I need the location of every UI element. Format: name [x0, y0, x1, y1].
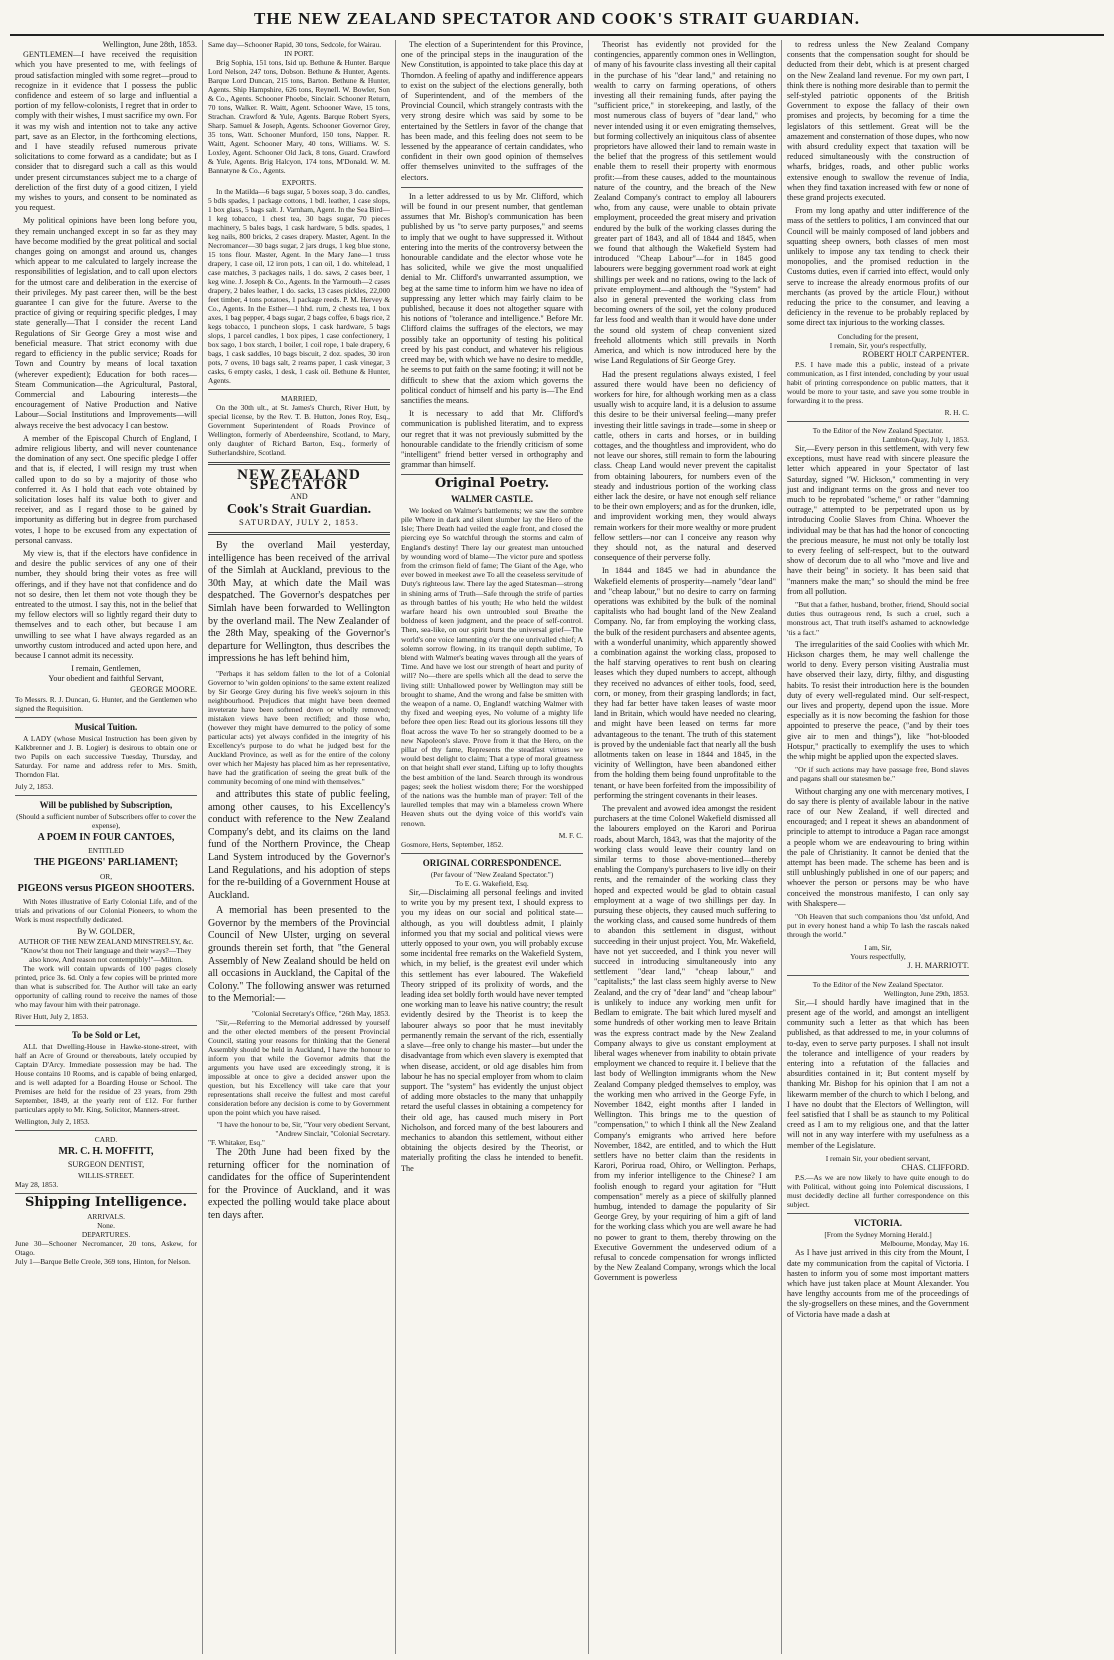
letter-paragraph: to redress unless the New Zealand Company consents that the compensation sought for should be deducted from their debt, which is at present charged on the New Zealand land revenue. For my own part, I think there is nothing more desirable than to permit the self-styled patriotic opponents of the British Government to expose the fallacy of their own promises and projects, by becoming for a time the legislators of this settlement. Great will be the amazement and consternation of those dupes, who now with absurd credulity expect that taxation will be reduced simultaneously with the construction of wharfs, bridges, roads, and other public works extensive enough to swallow the revenue of India, when they find taxation increased with few or none of these grand projects executed. [787, 40, 969, 203]
closing: I am, Sir, [864, 942, 892, 952]
closing: Yours respectfully, [850, 951, 906, 961]
poem-place: Gosmore, Herts, September, 1852. [401, 839, 504, 849]
letter-paragraph: A member of the Episcopal Church of England, I admire religious liberty, and will never countenance the domination of any sect. One specific pledge I offer and that is, if elected, I will resign my trust when called upon to do so by a majority of those who conferred it. As I hold that each vote obtained by solicitation loses half its value both to giver and receiver, and as I regard those to be gained by importunity as differing but in degree from purchased votes, I hope to be excused from any expectation of personal canvass. [15, 433, 197, 545]
shipping-heading: Shipping Intelligence. [24, 1194, 188, 1210]
divider [208, 462, 390, 465]
quoted-verse: "But that a father, husband, brother, friend, Should social duties thus outrageous rend, Is such a cruel, such a monstrous act, That truth itself's ashamed to acknowledge 'tis a fact." [787, 599, 969, 637]
letter-place: Lambton-Quay, July 1, 1853. [882, 434, 969, 444]
letter-paragraph: My political opinions have been long before you, they remain unchanged except in so far as they may have become modified by the great political and social changes going on amongst and around us, changes which appear to me calculated to largely increase the responsibilities of legislation, and to call upon electors for the utmost care and deliberation in the exercise of their privileges. My past career then, will be the best guarantee I can give for the future. Averse to the practice of giving or requiring specific pledges, I may state generally—That I consider the recent Land Regulations of Sir George Grey a most wise and beneficial measure. That strict economy with due regard to efficiency in the public service; Roads for Town and Country by means of local taxation (wherever expedient); Education for both races—Steam Communication—the Agricultural, Pastoral, Commercial and Labouring interests—the encouragement of Native Production and Native Labour—Social Institutions and Improvements—will always receive the best advocacy I can bestow. [15, 216, 197, 430]
memorial-addressee: "F. Whitaker, Esq." [208, 1138, 265, 1148]
divider [15, 795, 197, 796]
divider [15, 717, 197, 718]
ad-heading: Musical Tuition. [74, 721, 138, 732]
letter-place: Wellington, June 29th, 1853. [883, 988, 969, 998]
correspondence-heading: ORIGINAL CORRESPONDENCE. [422, 857, 562, 868]
editorial-paragraph: and attributes this state of public feeling, among other causes, to his Excellency's conduct with reference to the New Zealand Company's debt, and its claims on the land fund of the Northern Province, the Cheap Land System introduced by the Governor's Land Regulations, and his adoption of steps for the re-building of a Government House at Auckland. [208, 788, 390, 901]
signature: GEORGE MOORE. [130, 684, 197, 694]
divider [787, 1213, 969, 1214]
quoted-verse: "Oh Heaven that such companions thou 'dst unfold, And put in every honest hand a whip To lash the rascals naked through the world." [787, 912, 969, 940]
correspondence-addressee: To E. G. Wakefield, Esq. [455, 879, 529, 889]
letter-paragraph: GENTLEMEN—I have received the requisition which you have presented to me, with feelings of proud satisfaction mingled with some regret—proud to recognize in it evidence that I possess the public confidence and esteem of so large and influential a portion of my fellow-colonists, I regret that in order to comply with their wishes, I must sacrifice my own. For it was my wish and intention not to take any active part, save as an Elector, in the forthcoming elections, and I have steadily refused numerous private solicitations to come forward as a candidate; but as I consider that to disregard such a call as this would under present circumstances subject me to a charge of dereliction of the first duty of a good citizen, I yield my wishes to yours, and consent to be nominated as you request. [15, 50, 197, 213]
card-title: SURGEON DENTIST, [67, 1160, 145, 1170]
letter-paragraph: Had the present regulations always existed, I feel assured there would have been no deficiency of workers for hire, for although working men as a class usually wish to acquire land, it is a delusion to assume this desire to be their universal feeling—many prefer investing their little savings in trade—some in sheep or cattle, others in carts and horses, or in building cottages, and the thoughtless and improvident, who do not leave our shores, still remain to form the labouring class. Cheap Land would never prevent the capitalist from obtaining labourers, for numbers even of the steady and industrious portion of the working class either lack the desire, or have not enough self reliance to be their own employers; and as for the drunken, idle, and improvident working men, they would always remain workers for their more wealthy or more prudent fellow settlers—nor can I conceive any reason why they should not, as the natural and deserved consequence of their perverse folly. [594, 369, 776, 563]
arrivals-label: ARRIVALS. [87, 1211, 125, 1221]
closing: I remain, Gentlemen, [71, 664, 141, 674]
memorial-signoff: "I have the honour to be, Sir, "Your very obedient Servant, "Andrew Sinclair, "Colonial Secretary. [216, 1120, 390, 1139]
issue-date: SATURDAY, JULY 2, 1853. [238, 516, 360, 527]
or-label: OR, [99, 871, 113, 881]
closing: Concluding for the present, [837, 331, 919, 341]
departures-label: DEPARTURES. [81, 1229, 131, 1239]
ad-heading: To be Sold or Let, [71, 1030, 141, 1041]
card-address: WILLIS-STREET. [78, 1170, 134, 1180]
arrivals-none: None. [97, 1220, 115, 1230]
letter-paragraph: Sir,—Every person in this settlement, with very few exceptions, must have read with sincere pleasure the letter which appeared in your Spectator of last Saturday, signed "W. Hickson," commenting in very just and indignant terms on the gross and never too much to be reprobated "scheme," or rather "damning outrage," attempted to be perpetrated upon us by introducing Coolie Slaves from China. Whoever the individual may be that has had the honor of concocting the precious measure, he must not only be totally lost to every feeling of self-respect, but to the outward show of decorum due to all who "move and live and have their being" in society. It has been said that "manners make the man;" so should the mind be free from all pollution. [787, 443, 969, 596]
closing: I remain Sir, your obedient servant, [825, 1153, 931, 1163]
ad-note: (Should a sufficient number of Subscribers offer to cover the expense), [16, 812, 196, 831]
columns [10, 40, 1104, 1654]
divider [15, 1130, 197, 1131]
ad-body: A LADY (whose Musical Instruction has been given by Kalkbrenner and J. B. Logier) is desirous to obtain one or two Pupils on each successive Tuesday, Thursday, and Saturday. For name and address refer to Mrs. Smith, Thorndon Flat. [15, 734, 197, 779]
ad-date: River Hutt, July 2, 1853. [15, 1012, 89, 1022]
letter-paragraph: Without charging any one with mercenary motives, I do say there is plenty of available labour in the native race of our New Zealand, if well directed and encouraged; and I repeat it shews an abandonment of principle to attempt to introduce a Pagan race amongst a people whom we are endeavouring to bring within the pale of Christianity. It cannot be denied that the attempt has been made. The scheme has been and is still unblushingly published in one of our papers; and whoever the person or persons may be who have conceived the monstrous manifesto, I can only say with Shakspere— [787, 786, 969, 908]
author-name: By W. GOLDER, [77, 926, 135, 936]
divider [15, 1025, 197, 1026]
column-2 [203, 40, 396, 1654]
letter-paragraph: The irregularities of the said Coolies with which Mr. Hickson charges them, he may well challenge the world to deny. Every person visiting Australia must have observed their lazy, dirty, filthy, and disgusting habits. To resist their introduction here is the bounden duty of every well-regulated mind. Our self-respect, our lives and property, depend upon the issue. More especially as it is now becoming the fashion for those appointed to preserve the peace, ("and by their toes give air to men and things"), like "hot-blooded Hotspur," practically to exemplify the uses to which the whip might be applied upon the expected slaves. [787, 639, 969, 761]
editorial-paragraph: The election of a Superintendent for this Province, one of the principal steps in the inauguration of the New Constitution, is appointed to take place this day at Thorndon. A feeling of apathy and indifference appears to exist on the subject of the elections generally, both of Superintendent, and of the members of the Provincial Council, which strangely contrasts with the very strong desire which was said by some to be entertained by the Settlers in favor of the change that has been made, and this feeling does not seem to be lessened by the appearance of certain candidates, who confident in their own good opinion of themselves offer themselves uninvited to the suffrages of the electors. [401, 40, 583, 182]
married-label: MARRIED, [281, 394, 317, 403]
poem-signature: M. F. C. [558, 830, 583, 840]
initials: R. H. C. [944, 407, 969, 417]
letter-paragraph: Sir,—Disclaiming all personal feelings and invited to write you by my present text, I should express to you my ideas on our social and political state—although, as you will doubtless admit, I plainly informed you that my social and political views were utterly opposed to your own, you will probably excuse some incidental free remarks on the Wakefield System, which, in my belief, is the greatest evil under which this settlement has ever laboured. The Wakefield Theory stripped of its prolixity of words, and the leading idea set boldly forth would have never tempted one working man to leave his native country; the result evidently desired by the Theorist is to keep the labourer always so poor that he must inevitably permanently remain the servant of the rich, essentially a slave—free only to change his master—but under the disadvantage from which even slavery is exempted that when disease, accident, or old age disables him from labour he has no special employer from whom to claim support. The "system" has evidently the unjust object of adding more obstacles to the many that unhappily retard the useful classes in obtaining a competency for their old age, has caused much misery in Port Nicholson, and forced many of the best labourers and mechanics to abandon this settlement, without either obtaining the objects desired by the Theorist, or materially profiting the class he intended to benefit. The [401, 888, 583, 1173]
letter-heading: To the Editor of the New Zealand Spectator. [812, 979, 944, 989]
marriage-notice: On the 30th ult., at St. James's Church, River Hutt, by special license, by the Rev. T. B. Hutton, Jones Roy, Esq., Government Superintendent of Roads Province of Wellington, formerly of Aberdeenshire, Scotland, to Mary, only daughter of Richard Barton, Esq., formerly of Sutherlandshire, Scotland. [208, 403, 390, 457]
memorial-reply: "Sir,—Referring to the Memorial addressed by yourself and the other elected members of the present Provincial Council, stating your reasons for thinking that the General Assembly should be held in Auckland, I have the honour to inform you that while the Governor admits that the arguments you have used are exceedingly strong, it is impossible at once to give a decided answer upon the question, but his Excellency will take care that your representations shall receive the fullest and most careful consideration before any decision is come to by Government upon the point which you have raised. [208, 1018, 390, 1118]
news-paragraph: As I have just arrived in this city from the Mount, I date my communication from the capital of Victoria. I hasten to inform you of some most important matters which have just taken place at Mount Alexander. You have lengthy accounts from me of the proceedings of the sly-grogsellers on these mines, and the Government of Victoria have made a dash at [787, 1248, 969, 1319]
pigeons-title: THE PIGEONS' PARLIAMENT; [33, 857, 179, 869]
exports-list: In the Matilda—6 bags sugar, 5 boxes soap, 3 do. candles, 5 bdls spades, 1 package cottons, 1 bdl. leather, 1 case slops, 1 box glass, 5 bags salt. J. Varnham, Agent. In the Sea Bird—1 keg tobacco, 1 chest tea, 30 bags sugar, 70 pieces machinery, 5 bales bags, 1 cask hardware, 5 bdls. spades, 1 keg nails, 800 bricks, 2 cases drapery. Master, Agent. In the Necromancer—30 bags sugar, 2 jars drugs, 1 keg blue stone, 15 tons flour. Master, Agent. In the Mary Jane—1 truss drapery, 1 case oil, 12 iron pots, 1 can oil, 1 do. whitelead, 1 case matches, 3 packages nails, 1 do. saws, 2 cases beer, 1 keg wine. J. Joseph & Co., Agents. In the Yarmouth—2 cases drapery, 2 bales leather, 1 do. sacks, 13 cases pickles, 22,000 feet timber, 4 tons potatoes, 1 package reeds. P. M. Hervey & Co., Agents. In the Esther—1 hhd. rum, 2 chests tea, 1 box axes, 1 bag pepper, 4 bags sugar, 2 bags coffee, 6 bags rice, 2 kegs tobacco, 1 puncheon slops, 1 cask hardware, 5 bags slops, 1 parcel candles, 1 box pipes, 1 case confectionery, 1 box sago, 1 box starch, 1 boiler, 1 coil rope, 1 bale drapery, 6 bags, 1 cask saddles, 10 bags biscuit, 2 doz. spades, 30 iron pots, 7 ovens, 10 bags salt, 2 reams paper, 1 cask vinegar, 3 casks, 6 empty casks, 1 desk, 1 cask oil. Bethune & Hunter, Agents. [208, 187, 390, 385]
divider [401, 474, 583, 475]
divider [208, 389, 390, 390]
ad-date: Wellington, July 2, 1853. [15, 1117, 90, 1127]
office-line: "Colonial Secretary's Office, "26th May, 1853. [251, 1009, 390, 1019]
letter-heading: To the Editor of the New Zealand Spectator. [812, 425, 944, 435]
card-label: CARD. [94, 1135, 118, 1145]
closing: Your obedient and faithful Servant, [48, 674, 164, 684]
letter-paragraph: My view is, that if the electors have confidence in and desire the public services of any one of their number, they should bring their votes as free will offerings, and if they have not that confidence and do not so desire, then let them not vote though they be entreated to the utmost. I say this, not in the belief that my fellow electors will so lightly regard their duty to themselves and to each other, but because I am unwilling to see what I have always regarded as an unworthy custom introduced and acted upon here, and because I cannot admit its necessity. [15, 548, 197, 660]
departure-item: Same day—Schooner Rapid, 30 tons, Sedcole, for Wairau. [208, 40, 382, 49]
divider [15, 1193, 197, 1194]
column-3 [396, 40, 589, 1654]
card-date: May 28, 1853. [15, 1179, 59, 1189]
divider [787, 975, 969, 976]
closing: I remain, Sir, your's respectfully, [829, 340, 927, 350]
column-1 [10, 40, 203, 1654]
poem-verse: We looked on Walmer's battlements; we saw the sombre pile Where in dark and silent slumber lay the Hero of the Isle; There Death had veiled the eagle front, and closed the piercing eye So watchful through the storms and calm of England's destiny! There lay our greatest man untouched by wounding word of blame—The victor pure and spotless from the crimson field of fame; The Giant of the Age, who ever bowed in meekest awe To all the ceaseless servitude of Duty's righteous law. There lay the aged Statesman—strong in shining arms of Truth—Safe through the strife of parties as through battles of his youth; He who held the wildest warfare heard his own untroubled soul Breathe the boldness of keen judgment, and the peace of self-control. Then, sea-like, on our spirit burst the universal grief—The world's one voice lamenting o'er the one unrivalled chief; A solemn sorrow flowing, in its tranquil depth sublime, To blend with Walmer's beating waves through all the years of Time. And have we lost our strength of heart and purity of will? No—there are spells which all the dead to serve the living still: Unhallowed power by Wellington may still be brought to shame, And the wrong and false be smitten with the weapon of a name. O, England! watching Walmer with thy fixed and weeping eyes, No volume of a mighty life before thee open lies: Read out its glorious lessons till they float across the wave To her so strangely doomed to be a new Napoleon's slave. Prove from it that the Hero, on the pillar of thy fame, Represents the steadfast virtues we would best delight to claim; That a type of moral greatness on that height shall ever stand, Lifting up to lofty thoughts the best ambition of the land. Search through its wondrous pages; seek the holiest wisdom there; For the worshipped of the nations was the humble man of prayer: Tell of the laurelled temples that may win a blameless crown Where Heaven shuts out the dying voice of this world's vain renown. [401, 505, 583, 828]
postscript: P.S.—As we are now likely to have quite enough to do with Political, without going into Polemical discussions, I must decidedly decline all further correspondence on this subject. [787, 1173, 969, 1210]
quoted-verse: "Or if such actions may have passage free, Bond slaves and pagans shall our statesmen be." [787, 765, 969, 784]
masthead: THE NEW ZEALAND SPECTATOR AND COOK'S STRAIT GUARDIAN. [10, 4, 1104, 36]
editorial-paragraph: A memorial has been presented to the Governor by the members of the Provincial Council of New Ulster, urging on several grounds therein set forth, that "the General Assembly of New Zealand should be held on all occasions in Auckland, the Capital of the Colony." The following answer was returned to the Memorial:— [208, 905, 390, 1005]
editorial-quote: "Perhaps it has seldom fallen to the lot of a Colonial Governor to 'win golden opinions' to the same extent realized by Sir George Grey during his five week's sojourn in this neighbourhood. Prejudices that might have been deemed inveterate have been softened down or wholly removed; mistaken views have been rectified; and those who, (however they might have demurred to the policy of some particular acts) yet always confided in the integrity of his Excellency's purpose to do what he judged best for the Auckland Province, as well as for the entire of the colony over which her Majesty has placed him as her representative, have had the gratification of seeing the great bulk of the community becoming of one mind with themselves." [208, 668, 390, 786]
ad-heading: Will be published by Subscription, [39, 800, 173, 810]
divider [787, 421, 969, 422]
quote: "Know'st thou not Their language and their ways?—They also know, And reason not contemptibly!"—Milton. [20, 946, 192, 965]
letter-paragraph: Theorist has evidently not provided for the contingencies, apparently common ones in Wellington, of many of his favourite class investing all their capital in the purchase of his "dear land," and retaining no wealth to carry on farming operations, of others investing all their remaining funds, after paying the "sufficient price," in storekeeping, and lastly, of the most numerous class of buyers of "dear land," who never intended using it or even emigrating themselves, but forming collectively an iniquitous class of absentee proprietors have allowed their land to remain waste in the belief that the progress of this settlement would enable them to resell their property with enormous profit:—from these causes, added to the mountainous nature of the country, and the breach of the New Zealand Company's contract to employ all labourers who, from any cause, were unable to obtain private employment, proceeded the great misery and privation endured by the bulk of the working classes during the greater part of 1843, and all of 1844 and 1845, when we found that although the Wakefield System had introduced "Cheap Labour"—for in 1845 good labourers were begging government road work at eight shillings per week and no rations, owing to the lack of private employment—and although the "System" had also in general prevented the working class from becoming owners of the soil, yet the colony produced far less food and wealth than it would have done under the sound old system of cheap convenient sized freehold allotments which still prevails in North America, and which is now introduced here by the wise Land Regulations of Sir George Grey. [594, 40, 776, 366]
letter-paragraph: The prevalent and avowed idea amongst the resident purchasers at the time Colonel Wakefield dismissed all the labourers employed on the Karori and Porirua roads, about March, 1843, was that the majority of the working class would leave their country land on similar terms to those above-mentioned—thereby enabling the Company's purchasers to live idly on their rents, and the remainder of the working class they hoped and expected would be glad to obtain casual employment at a wage of two shillings per day. In pursuing these objects, they caused much suffering to the working class, and caused some hundreds of them to abandon this settlement in disgust, without succeeding in their unjust project. You, Mr. Wakefield, have not yet succeeded, and I think you never will succeed in introducing simultaneously into any settlement "dear land," "cheap labour," and "capitalists;" the last class seem highly averse to New Zealand, and the cry of "dear land" and "cheap labour" is unlikely to induce any working men unfit for Bedlam to emigrate. The bait which lured myself and some hundreds of other working men to leave Britain was the express contract made by the New Zealand Company always to give us constant employment at liberal wages whenever from inability to obtain private employment we chanced to require it. I believe that the last body of Wellington immigrants whom the New Zealand Company pledged themselves to employ, was the working men who arrived in the George Fyfe, in November 1842, eight months after I landed in Wellington. This brings me to the question of "compensation," to which I think all the New Zealand Company's emigrants who arrived here before November, 1842, are entitled, and to which the Hutt settlers have no better claim than the residents in Karori, Porirua road, Ohiro, or Wellington. Perhaps, from my inferior intelligence to the Chinese? I am foolish enough to regard your agitation for "Hutt compensation" merely as a piece of skilfully planned humbug, intended to damage the popularity of Sir George Grey, by your requiring of him a gift of land for the working class which you are well aware he had no power to grant to them, thereby throwing on the Executive Government the undeserved odium of a refusal to concede compensation for wrongs inflicted by the New Zealand Company, wrongs which the local Government is powerless [594, 804, 776, 1283]
editorial-paragraph: By the overland Mail yesterday, intelligence has been received of the arrival of the Simlah at Auckland, previous to the 30th May, at which date the Mail was despatched. The Governor's despatches per Simlah have been forwarded to Wellington by the overland mail. The New Zealander of the 28th May, speaking of the Governor's departure for Wellington, thus describes the impressions he has left behind him, [208, 540, 390, 665]
author-credit: AUTHOR OF THE NEW ZEALAND MINSTRELSY, &c. [18, 937, 194, 947]
column-5 [782, 40, 974, 1654]
divider [208, 532, 390, 535]
ad-date: July 2, 1853. [15, 782, 54, 791]
in-port-list: Brig Sophia, 151 tons, Isid up. Bethune & Hunter. Barque Lord Nelson, 247 tons, Dobson. Bethune & Hunter, Agents. Barque Lord Duncan, 215 tons, Barton. Bethune & Hunter, Agents. Ship Hampshire, 626 tons, Reynell. W. Bowler, Son & Co., Agents. Schooner Phoebe, Sinclair. Schooner Return, 70 tons, Walker. R. Waitt, Agent. Schooner Wave, 15 tons, Strachan. Crawford & Yule, Agents. Barque Robert Syers, Sharp. Samuel & Joseph, Agents. Schooner Governor Grey, 35 tons, Watt. Schooner Munford, 150 tons, Napper. R. Waitt, Agent. Schooner Mary, 40 tons, Williams. W. S. Loxley, Agent. Schooner Old Jack, 8 tons, Guard. Crawford & Yule, Agents. Brig Halcyon, 174 tons, M'Donald. W. M. Bannatyne & Co., Agents. [208, 58, 390, 175]
dateline: Melbourne, Monday, May 16. [880, 1239, 969, 1249]
divider [401, 187, 583, 188]
departure-item: June 30—Schooner Necromancer, 20 tons, Askew, for Otago. [15, 1238, 197, 1257]
signature: J. H. MARRIOTT. [907, 960, 969, 970]
letter-paragraph: From my long apathy and utter indifference of the mass of the settlers to politics, I am convinced that our Council will be mainly composed of land jobbers and squatting sheep owners, both classes of men most unlikely to impose any tax tending to check their monopolies, and the promised reduction in the Customs duties, even if carried into effect, would only serve to increase the already enormous profits of our merchants (as proved by the article Flour,) without reducing the price to the consumer, and leaving a deficiency in the revenue to be probably replaced by some direct tax injurious to the working classes. [787, 206, 969, 328]
departure-item: July 1—Barque Belle Creole, 369 tons, Hinton, for Nelson. [15, 1256, 191, 1266]
ad-body: ALL that Dwelling-House in Hawke-stone-street, with half an Acre of Ground or thereabouts, lately occupied by Captain D'Arcy. Immediate possession may be had. The House contains 10 Rooms, and is capable of being enlarged, and is well adapted for a Boarding House or School. The Premises are held for the residue of 23 years, from 29th September, 1849, at the yearly rent of £12. For further particulars apply to Mr. King, Solicitor, Manners-street. [15, 1042, 197, 1115]
ad-note: With Notes illustrative of Early Colonial Life, and of the trials and privations of our Colonial Pioneers, to whom the Work is most respectfully dedicated. [15, 896, 197, 924]
exports-label: EXPORTS. [281, 178, 317, 187]
signature: CHAS. CLIFFORD. [901, 1162, 969, 1172]
dateline: Wellington, June 28th, 1853. [102, 40, 197, 49]
source-note: [From the Sydney Morning Herald.] [824, 1230, 932, 1240]
letter-paragraph: Sir,—I should hardly have imagined that in the present age of the world, and amongst an intelligent community such a letter as that which has been published, as that addressed to me, in your columns of to-day, even to serve party purposes. I shall not insult the tolerance and intelligence of your readers by entering into a refutation of the fallacies and absurdities contained in it; But content myself by thanking Mr. Bishop for his opinion that I am not a likewarm member of the church to which I belong, and I have no doubt that the Electors of Wellington, will feel satisfied that I shall be as staunch to my Political creed as I am to my religious one, and that the latter will not in any way interfere with my usefulness as a member of the Legislature. [787, 997, 969, 1150]
paper-title-and: AND [290, 492, 308, 502]
editorial-paragraph: It is necessary to add that Mr. Clifford's communication is published literatim, and to express our regret that it was not previously submitted by the honourable candidate to the friendly criticism of some "intelligent" friend better versed in orthography and grammar than himself. [401, 409, 583, 470]
editorial-paragraph: The 20th June had been fixed by the returning officer for the nomination of candidates for the office of Superintendent for the Province of Auckland, and it was expected the polling would take place about ten days after. [208, 1147, 390, 1222]
letter-paragraph: In 1844 and 1845 we had in abundance the Wakefield elements of prosperity—namely "dear land" and "cheap labour," but no desire to carry on farming operations was exhibited by the bulk of the nominal capitalists who had bought land of the New Zealand Company. No, far from employing the working class, the bulk of the resident purchasers and absentee agents, with a wonderful unanimity, which apparently showed a combination against the working class, proposed to the half starving operatives to rent bush on clearing leases which they duped numbers to accept, although they received no advances of either tools, food, seed, corn, or money, from their grasping landlords; in fact, they had far better have taken leases of waste moor land in Britain, which would have needed no clearing, and might have been leased on terms far more advantageous to the tenant. The truth of this statement is proved by the undeniable fact that nearly all the bush allotments taken on lease in 1844 and 1845, in the vicinity of Wellington, have been abandoned either from the holding them being found unprofitable to the tenant, or have been forfeited from the impossibility of performing the stringent covenants in their leases. [594, 566, 776, 800]
entitled: ENTITLED [88, 846, 124, 856]
in-port-label: IN PORT. [284, 49, 314, 58]
column-4 [589, 40, 782, 1654]
postscript: P.S. I have made this a public, instead of a private communication, as I first intended, concluding by your usual habit of printing correspondence on public matters, that it would be more to your taste, and save you some trouble in forwarding it to the press. [787, 359, 969, 405]
section-heading: VICTORIA. [853, 1218, 903, 1229]
divider [401, 853, 583, 854]
signature: ROBERT HOLT CARPENTER. [862, 349, 969, 359]
poem-title: WALMER CASTLE. [450, 493, 533, 504]
ad-body: The work will contain upwards of 100 pages closely printed, price 3s. 6d. Only a few copies will be printed more than what is subscribed for. The Author will take an early opportunity of calling round to receive the names of those who may favour him with their patronage. [15, 964, 197, 1010]
editorial-paragraph: In a letter addressed to us by Mr. Clifford, which will be found in our present number, that gentleman assumes that Mr. Bishop's communication has been published by us "to serve party purposes," and seems to imply that we ought to have suppressed it. Without entering into the merits of the controversy between the honourable candidate and the elector whose vote he has solicited, while we give the most unqualified denial to Mr. Clifford's unwarranted assumption, we beg at the same time to inform him we have no idea of suppressing any letter which may fairly claim to be published, because it does not altogether square with his notions of "tolerance and intelligence." Before Mr. Clifford claims the suffrages of the electors, we may possibly take an opportunity of testing his political creed by his past conduct, and whatever his religious creed may be, with which we have no desire to meddle, he seems to put faith on the same footing; it will not be difficult to shew that the axiom which governs the political conduct of himself and his party is—The End sanctifies the means. [401, 191, 583, 405]
card-name: MR. C. H. MOFFITT, [58, 1146, 154, 1158]
correspondence-note: (Per favour of "New Zealand Spectator.") [430, 870, 554, 880]
paper-title: NEW ZEALAND SPECTATOR [237, 467, 361, 494]
addressee: To Messrs. R. J. Duncan, G. Hunter, and the Gentlemen who signed the Requisition. [15, 694, 197, 713]
pigeons-subtitle: PIGEONS versus PIGEON SHOOTERS. [17, 882, 195, 894]
paper-subtitle: Cook's Strait Guardian. [226, 501, 372, 517]
poetry-heading: Original Poetry. [434, 476, 550, 492]
poem-title: A POEM IN FOUR CANTOES, [37, 832, 175, 844]
